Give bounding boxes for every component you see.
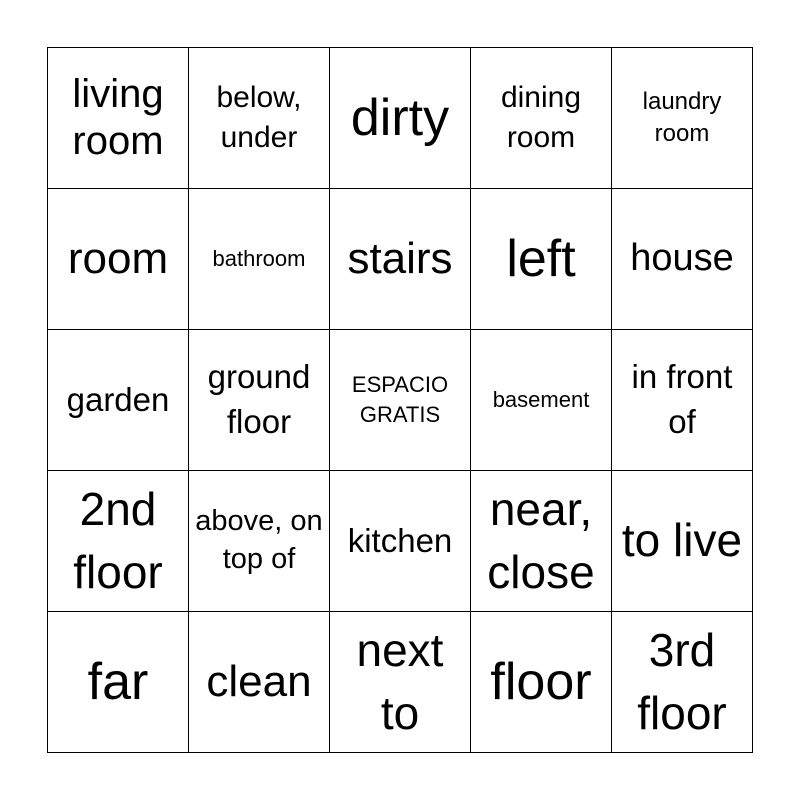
bingo-cell-text: 2nd floor — [73, 482, 163, 598]
bingo-cell-text: far — [87, 653, 149, 711]
bingo-cell[interactable] — [612, 330, 753, 471]
bingo-cell[interactable] — [189, 48, 330, 189]
bingo-cell[interactable] — [330, 189, 471, 330]
bingo-cell-text: ESPACIO GRATIS — [351, 372, 449, 427]
bingo-cell[interactable] — [471, 471, 612, 612]
bingo-cell-text: dirty — [350, 89, 450, 147]
bingo-cell[interactable] — [471, 189, 612, 330]
bingo-cell-text: 3rd floor — [637, 623, 727, 739]
bingo-cell-text: in front of — [631, 358, 733, 440]
bingo-cell[interactable] — [330, 330, 471, 471]
bingo-cell[interactable] — [189, 612, 330, 753]
bingo-cell[interactable] — [471, 330, 612, 471]
bingo-cell[interactable] — [471, 612, 612, 753]
bingo-cell-text: ground floor — [207, 358, 311, 440]
bingo-cell[interactable] — [471, 48, 612, 189]
bingo-cell[interactable] — [612, 612, 753, 753]
bingo-cell[interactable] — [612, 48, 753, 189]
bingo-cell-text: above, on top of — [195, 505, 323, 575]
bingo-cell[interactable] — [189, 189, 330, 330]
bingo-cell-text: basement — [492, 387, 590, 413]
bingo-cell-text: house — [630, 237, 734, 280]
bingo-cell[interactable] — [48, 48, 189, 189]
bingo-cell-text: garden — [66, 381, 170, 419]
bingo-cell-text: floor — [490, 653, 592, 711]
bingo-cell-text: clean — [206, 657, 312, 707]
bingo-cell-text: laundry room — [642, 88, 722, 147]
bingo-cell-text: near, close — [487, 482, 595, 598]
bingo-cell[interactable] — [48, 471, 189, 612]
bingo-cell-text: bathroom — [212, 246, 306, 272]
bingo-cell-text: to live — [621, 514, 743, 567]
bingo-cell[interactable] — [48, 189, 189, 330]
bingo-cell[interactable] — [48, 612, 189, 753]
bingo-cell[interactable] — [189, 330, 330, 471]
bingo-cell[interactable] — [330, 612, 471, 753]
bingo-cell-text: next to — [356, 623, 444, 739]
bingo-cell-text: dining room — [500, 81, 582, 154]
bingo-cell-text: living room — [72, 71, 164, 163]
bingo-cell[interactable] — [330, 471, 471, 612]
bingo-cell-text: room — [67, 234, 169, 284]
bingo-cell-text: left — [506, 230, 576, 288]
bingo-board — [47, 47, 753, 753]
bingo-cell-text: kitchen — [347, 522, 453, 560]
bingo-cell[interactable] — [48, 330, 189, 471]
bingo-cell[interactable] — [189, 471, 330, 612]
bingo-cell[interactable] — [612, 471, 753, 612]
bingo-cell-text: stairs — [347, 234, 453, 284]
bingo-cell-text: below, under — [216, 81, 302, 154]
bingo-cell[interactable] — [612, 189, 753, 330]
bingo-cell[interactable] — [330, 48, 471, 189]
